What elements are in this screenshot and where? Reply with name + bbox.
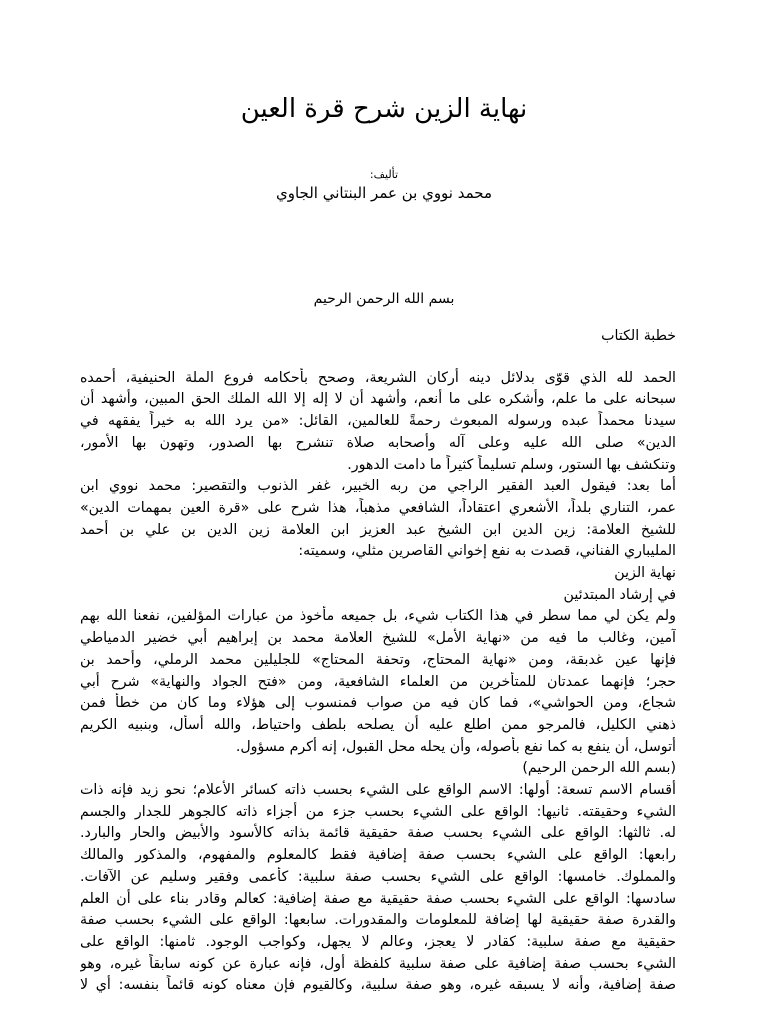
text-line: الشيء بحسب صفة إضافية على صفة سلبية كلفظة أول، فإنه عبارة عن كونه سابقاً غيره، وهو [80,955,676,972]
text-line: الدين» صلى الله عليه وعلى آله وأصحابه صلاة تنشرح بها الصدور، وتهون بها الأمور، [80,434,676,451]
text-line: حجر؛ فإنهما عمدتان للمتأخرين من العلماء الشافعية، ومن «فتح الجواد والنهاية» شرح أبي [80,673,676,690]
text-line: سادسها: الواقع على الشيء بحسب صفة حقيقية مع صفة إضافية: كعالم وقادر بناء على أن العلم [80,890,676,907]
paragraph-gap [80,348,676,368]
text-line: أقسام الاسم تسعة: أولها: الاسم الواقع على الشيء بحسب ذاته كسائر الأعلام؛ نحو زيد فإنه ذات [80,782,676,799]
text-line: سبحانه على ما علم، وأشكره على ما أنعم، وأشهد أن لا إله إلا الله الملك الحق المبين، وأشهد أن [80,391,676,408]
text-line: للشيخ العلامة: زين الدين ابن الشيخ عبد العزيز ابن العلامة زين الدين بن علي بن أحمد [80,521,676,538]
text-line: (بسم الله الرحمن الرحيم) [522,760,676,777]
text-line: الشيء وحقيقته. ثانيها: الواقع على الشيء بحسب جزء من أجزاء ذاته كالجوهر للجدار والجسم [80,803,676,820]
body-text [80,326,676,997]
text-line: ذهني الكليل، فالمرجو ممن اطلع عليه أن يصلحه بلطف واحتياط، والله أسأل، وبنبيه الكريم [80,716,676,733]
text-line: شجاع، ومن الحواشي»، فما كان فيه من صواب فمنسوب إلى هؤلاء وما كان من خطأ فمن [80,695,676,712]
text-line: له. ثالثها: الواقع على الشيء بحسب صفة حقيقية قائمة بذاته كالأسود والأبيض والحار والبارد. [80,825,676,842]
text-line: الحمد لله الذي قوّى بدلائل دينه أركان الشريعة، وصحح بأحكامه فروع الملة الحنيفية، أحمده [80,369,676,386]
text-line: ولم يكن لي مما سطر في هذا الكتاب شيء، بل جميعه مأخوذ من عبارات المؤلفين، نفعنا الله بهم [80,608,676,625]
text-line: فإنها عين غدبقة، ومن «نهاية المحتاج، وتحفة المحتاج» للجليلين محمد الرملي، وأحمد بن [80,651,676,668]
text-line: وتنكشف بها الستور، وسلم تسليماً كثيراً ما دامت الدهور. [347,456,676,473]
text-line: المليباري الفناني، قصدت به نفع إخواني القاصرين مثلي، وسميته: [298,543,676,560]
text-line: حقيقية مع صفة سلبية: كقادر لا يعجز، وعالم لا يجهل، وكواجب الوجود. ثامنها: الواقع على [80,933,676,950]
text-line: سيدنا محمداً عبده ورسوله المبعوث رحمةً للعالمين، القائل: «من يرد الله به خيراً يفقهه في [80,413,676,430]
text-line: أتوسل، أن ينفع به كما نفع بأصوله، وأن يحله محل القبول، إنه أكرم مسؤول. [235,738,676,755]
section-heading: خطبة الكتاب [601,328,676,344]
author-label: تأليف: [369,168,399,181]
text-line: صفة إضافية، وأنه لا يسبقه غيره، وهو صفة سلبية، وكالقيوم فإن معناه كونه قائماً بنفسه: أي لا [80,977,676,994]
text-line: في إرشاد المبتدئين [563,586,676,603]
text-line: والقدرة صفة حقيقية لها إضافة للمعلومات والمقدورات. سابعها: الواقع على الشيء بحسب صفة [80,912,676,929]
book-title: نهاية الزين شرح قرة العين [240,94,528,124]
text-line: رابعها: الواقع على الشيء بحسب صفة إضافية فقط كالمعلوم والمفهوم، والمذكور والمالك [80,847,676,864]
text-line: آمين، وغالب ما فيه من «نهاية الأمل» للشيخ العلامة محمد بن إبراهيم أبي خضير الدمياطي [80,630,676,647]
author-name: محمد نووي بن عمر البنتاني الجاوي [275,184,493,202]
text-lines [80,368,676,997]
text-line: أما بعد: فيقول العبد الفقير الراجي من ربه الخبير، غفر الذنوب والتقصير: محمد نووي ابن [80,478,676,495]
basmala: بسم الله الرحمن الرحيم [313,291,455,307]
text-line: عمر، التناري بلداً، الأشعري اعتقاداً، الشافعي مذهباً، هذا شرح على «قرة العين بمهمات الدين» [80,499,676,516]
text-line: نهاية الزين [614,565,676,582]
text-line: والمملوك. خامسها: الواقع على الشيء بحسب صفة سلبية: كأعمى وفقير وسليم عن الآفات. [80,868,676,885]
